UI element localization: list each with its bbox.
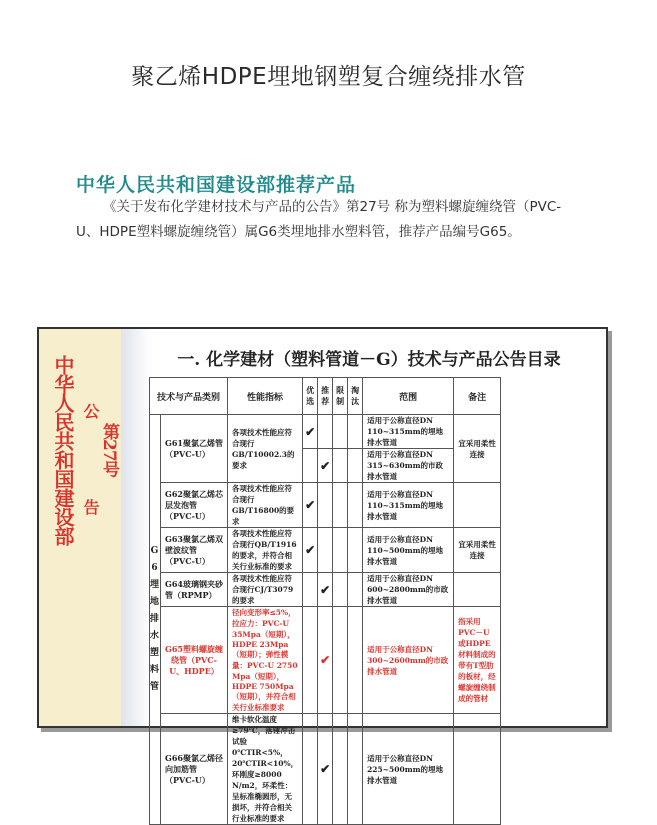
recommended-check — [318, 483, 333, 528]
recommended-check — [318, 528, 333, 573]
preferred-check: ✔ — [303, 415, 318, 449]
range-text: 适用于公称直径DN 225~500mm的埋地排水管道 — [363, 714, 454, 825]
range-text: 适用于公称直径DN 110~315mm的埋地排水管道 — [363, 483, 454, 528]
performance-spec: 各项技术性能应符合现行GB/T16800的要求 — [228, 483, 303, 528]
preferred-check — [303, 607, 318, 714]
spine-ministry-text: 中华人民共和国建设部 — [51, 355, 75, 545]
recommended-check: ✔ — [318, 449, 333, 483]
intro-paragraph — [76, 195, 576, 245]
spine-gong-text: 公 — [81, 403, 100, 418]
header-eliminated: 淘汰 — [348, 378, 363, 415]
restricted-check — [333, 449, 348, 483]
note-text — [454, 573, 501, 607]
preferred-check — [303, 714, 318, 825]
document-image — [37, 327, 608, 823]
range-text: 适用于公称直径DN 110~315mm的埋地排水管道 — [363, 415, 454, 449]
restricted-check — [333, 528, 348, 573]
restricted-check — [333, 607, 348, 714]
header-preferred: 优选 — [303, 378, 318, 415]
page-title: 聚乙烯HDPE埋地钢塑复合缠绕排水管 — [131, 64, 526, 90]
note-text — [454, 483, 501, 528]
range-text: 适用于公称直径DN 315~630mm的市政排水管道 — [363, 449, 454, 483]
performance-spec: 径向变形率≤5%，拉应力：PVC-U 35Mpa（短期），HDPE 23Mpa（短期）；弹性模量：PVC-U 2750 Mpa（短期），HDPE 750Mpa（短期），并符合相关行业标准要求 — [228, 607, 303, 714]
product-name: G64玻璃钢夹砂管（RPMP） — [161, 573, 228, 607]
header-recommended: 推荐 — [318, 378, 333, 415]
eliminated-check — [348, 415, 363, 449]
document-title: 一. 化学建材（塑料管道－G）技术与产品公告目录 — [177, 350, 561, 370]
eliminated-check — [348, 483, 363, 528]
eliminated-check — [348, 573, 363, 607]
group-label-text: G6埋地排水塑料管 — [150, 546, 160, 692]
note-text: 宜采用柔性连接 — [454, 415, 501, 483]
catalog-table — [149, 377, 501, 825]
restricted-check — [333, 415, 348, 449]
table-row — [150, 714, 501, 825]
header-performance: 性能指标 — [228, 378, 303, 415]
performance-spec: 各项技术性能应符合现行GB/T10002.3的要求 — [228, 415, 303, 483]
performance-spec: 维卡软化温度≥79℃，落锤冲击试验0℃TIR<5%，20℃TIR<10%，环刚度≥8000 N/m2，环柔性：呈标准椭圆形，无损坏，并符合相关行业标准的要求 — [228, 714, 303, 825]
eliminated-check — [348, 528, 363, 573]
table-row — [150, 415, 501, 449]
recommended-check: ✔ — [318, 607, 333, 714]
spine-number-text: 第27号 — [99, 423, 119, 477]
eliminated-check — [348, 607, 363, 714]
table-row — [150, 573, 501, 607]
product-name: G65塑料螺旋缠绕管（PVC-U、HDPE） — [161, 607, 228, 714]
group-label — [150, 415, 161, 825]
performance-spec: 各项技术性能应符合现行QB/T1916的要求，并符合相关行业标准的要求 — [228, 528, 303, 573]
table-row-highlighted — [150, 607, 501, 714]
restricted-check — [333, 714, 348, 825]
table-header-row — [150, 378, 501, 415]
restricted-check — [333, 483, 348, 528]
table-row — [150, 483, 501, 528]
product-name: G63聚氯乙烯双壁波纹管（PVC-U） — [161, 528, 228, 573]
intro-text: 《关于发布化学建材技术与产品的公告》第27号 称为塑料螺旋缠绕管（PVC-U、HDPE塑料螺旋缠绕管）属G6类埋地排水塑料管，推荐产品编号G65。 — [76, 199, 562, 240]
note-text: 指采用PVC－U或HDPE材料制成的带有T型肋的板材，经螺旋缠绕制成的管材 — [454, 607, 501, 714]
header-category: 技术与产品类别 — [150, 378, 228, 415]
product-name: G62聚氯乙烯芯层发泡管（PVC-U） — [161, 483, 228, 528]
range-text: 适用于公称直径DN 110~500mm的埋地排水管道 — [363, 528, 454, 573]
eliminated-check — [348, 714, 363, 825]
recommended-check — [318, 415, 333, 449]
header-range: 范围 — [363, 378, 454, 415]
section-heading: 中华人民共和国建设部推荐产品 — [76, 174, 357, 196]
preferred-check: ✔ — [303, 528, 318, 573]
performance-spec: 各项技术性能应符合现行CJ/T3079的要求 — [228, 573, 303, 607]
preferred-check — [303, 573, 318, 607]
restricted-check — [333, 573, 348, 607]
range-text: 适用于公称直径DN 300~2600mm的市政排水管道 — [363, 607, 454, 714]
product-name: G66聚氯乙烯径向加筋管（PVC-U） — [161, 714, 228, 825]
note-text: 宜采用柔性连接 — [454, 528, 501, 573]
header-note: 备注 — [454, 378, 501, 415]
note-text — [454, 714, 501, 825]
eliminated-check — [348, 449, 363, 483]
preferred-check: ✔ — [303, 483, 318, 528]
spine-gao-text: 告 — [81, 499, 100, 514]
preferred-check — [303, 449, 318, 483]
header-restricted: 限制 — [333, 378, 348, 415]
recommended-check: ✔ — [318, 573, 333, 607]
range-text: 适用于公称直径DN 600~2800mm的市政排水管道 — [363, 573, 454, 607]
recommended-check: ✔ — [318, 714, 333, 825]
table-row — [150, 528, 501, 573]
spine-shadow — [121, 329, 151, 726]
product-name: G61聚氯乙烯管（PVC-U） — [161, 415, 228, 483]
